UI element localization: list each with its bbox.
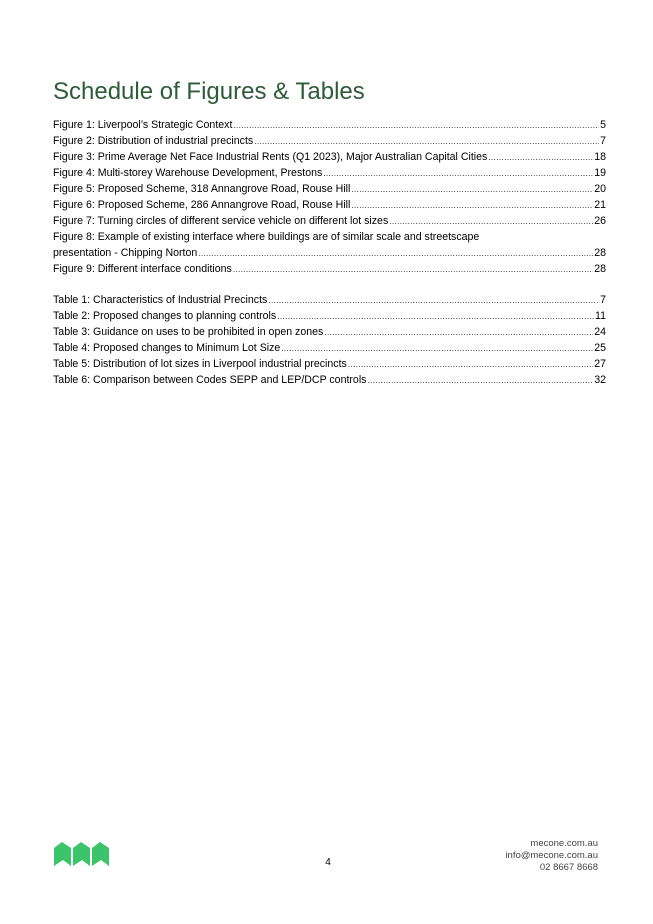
dot-leader bbox=[351, 182, 593, 198]
mecone-logo-icon bbox=[54, 840, 110, 867]
dot-leader bbox=[233, 262, 593, 278]
toc-entry-figure-8[interactable] bbox=[53, 229, 606, 261]
toc-entry-label: Figure 4: Multi-storey Warehouse Development, Prestons bbox=[53, 167, 323, 179]
dot-leader bbox=[268, 293, 599, 309]
logo-bar-2 bbox=[73, 842, 90, 866]
toc-entry-figure-5[interactable] bbox=[53, 181, 606, 197]
toc-entry-label: Table 3: Guidance on uses to be prohibited in open zones bbox=[53, 326, 324, 338]
dot-leader bbox=[277, 309, 594, 325]
toc-entry-label: Figure 8: Example of existing interface where buildings are of similar scale and streetscape bbox=[53, 231, 480, 243]
toc-entry-page: 26 bbox=[594, 215, 606, 227]
toc-entry-label-continued: presentation - Chipping Norton bbox=[53, 247, 198, 259]
toc-entry-figure-6[interactable] bbox=[53, 197, 606, 213]
figures-list bbox=[53, 117, 606, 277]
toc-entry-label: Figure 1: Liverpool’s Strategic Context bbox=[53, 119, 233, 131]
toc-entry-figure-2[interactable] bbox=[53, 133, 606, 149]
email-link[interactable]: info@mecone.com.au bbox=[505, 850, 598, 861]
dot-leader bbox=[351, 198, 593, 214]
toc-entry-label: Figure 3: Prime Average Net Face Industrial Rents (Q1 2023), Major Australian Capital Cities bbox=[53, 151, 488, 163]
toc-entry-table-2[interactable] bbox=[53, 308, 606, 324]
logo-bar-1 bbox=[54, 842, 71, 866]
dot-leader bbox=[323, 166, 593, 182]
toc-entry-label: Table 6: Comparison between Codes SEPP and LEP/DCP controls bbox=[53, 374, 367, 386]
toc-entry-label: Figure 2: Distribution of industrial precincts bbox=[53, 135, 254, 147]
toc-entry-page: 28 bbox=[594, 263, 606, 275]
toc-entry-label: Table 2: Proposed changes to planning controls bbox=[53, 310, 277, 322]
toc-entry-label: Table 5: Distribution of lot sizes in Liverpool industrial precincts bbox=[53, 358, 347, 370]
page-title: Schedule of Figures & Tables bbox=[53, 78, 365, 105]
toc-entry-page: 19 bbox=[594, 167, 606, 179]
toc-entry-page: 7 bbox=[600, 135, 606, 147]
dot-leader bbox=[198, 246, 593, 262]
toc-entry-figure-7[interactable] bbox=[53, 213, 606, 229]
dot-leader bbox=[488, 150, 593, 166]
toc-entry-table-4[interactable] bbox=[53, 340, 606, 356]
dot-leader bbox=[233, 118, 599, 134]
dot-leader bbox=[324, 325, 593, 341]
dot-leader bbox=[367, 373, 593, 389]
toc-entry-table-6[interactable] bbox=[53, 372, 606, 388]
toc-entry-page: 7 bbox=[600, 294, 606, 306]
logo-bar-3 bbox=[92, 842, 109, 866]
tables-list bbox=[53, 292, 606, 388]
toc-entry-label: Table 4: Proposed changes to Minimum Lot Size bbox=[53, 342, 281, 354]
toc-entry-page: 18 bbox=[594, 151, 606, 163]
toc-entry-page: 28 bbox=[594, 247, 606, 259]
toc-entry-page: 32 bbox=[594, 374, 606, 386]
toc-entry-figure-1[interactable] bbox=[53, 117, 606, 133]
dot-leader bbox=[389, 214, 593, 230]
toc-entry-label: Figure 9: Different interface conditions bbox=[53, 263, 232, 275]
toc-entry-figure-9[interactable] bbox=[53, 261, 606, 277]
toc-entry-figure-4[interactable] bbox=[53, 165, 606, 181]
toc-entry-page: 11 bbox=[595, 310, 606, 322]
website-link[interactable]: mecone.com.au bbox=[530, 838, 598, 849]
footer-contact bbox=[505, 838, 598, 874]
toc-entry-page: 20 bbox=[594, 183, 606, 195]
toc-entry-label: Figure 6: Proposed Scheme, 286 Annangrove Road, Rouse Hill bbox=[53, 199, 351, 211]
dot-leader bbox=[348, 357, 593, 373]
toc-entry-page: 5 bbox=[600, 119, 606, 131]
toc-entry-table-1[interactable] bbox=[53, 292, 606, 308]
page-number: 4 bbox=[325, 857, 331, 868]
toc-entry-page: 25 bbox=[594, 342, 606, 354]
dot-leader bbox=[281, 341, 593, 357]
toc-entry-label: Table 1: Characteristics of Industrial Precincts bbox=[53, 294, 268, 306]
phone-number: 02 8667 8668 bbox=[539, 862, 598, 873]
toc-entry-figure-3[interactable] bbox=[53, 149, 606, 165]
dot-leader bbox=[254, 134, 599, 150]
toc-entry-table-3[interactable] bbox=[53, 324, 606, 340]
toc-entry-page: 27 bbox=[594, 358, 606, 370]
toc-entry-page: 24 bbox=[594, 326, 606, 338]
toc-entry-label: Figure 5: Proposed Scheme, 318 Annangrove Road, Rouse Hill bbox=[53, 183, 351, 195]
toc-entry-table-5[interactable] bbox=[53, 356, 606, 372]
toc-entry-page: 21 bbox=[594, 199, 606, 211]
toc-entry-label: Figure 7: Turning circles of different service vehicle on different lot sizes bbox=[53, 215, 389, 227]
